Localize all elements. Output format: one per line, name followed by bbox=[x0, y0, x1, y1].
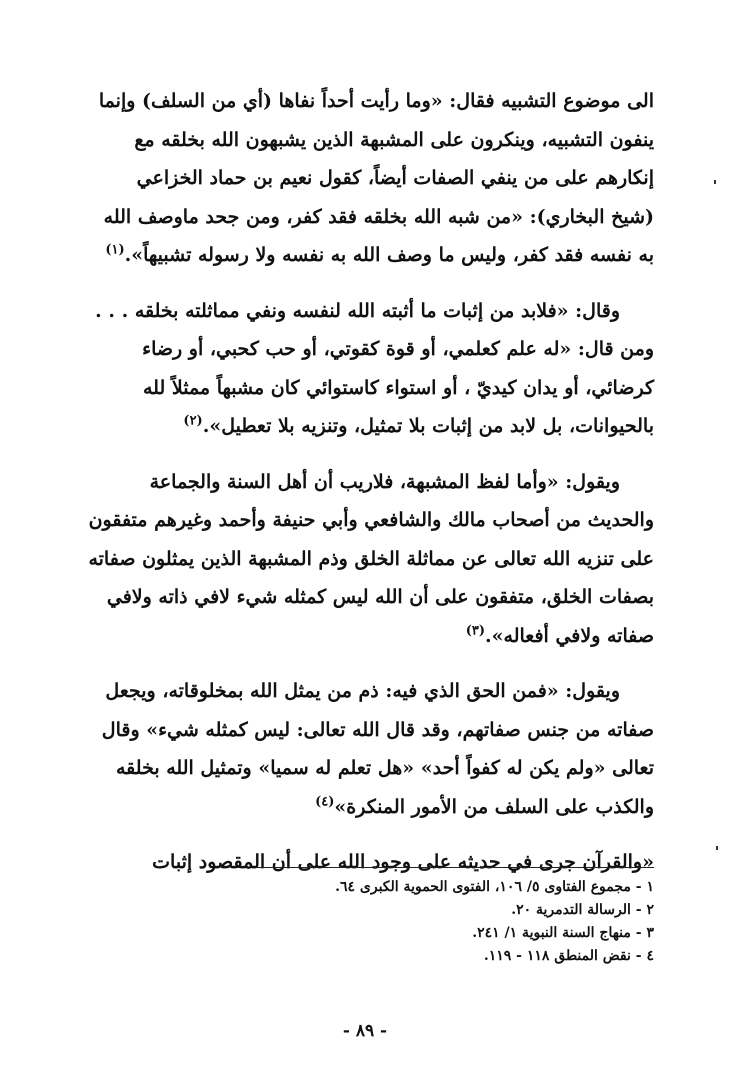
footnote-4: ٤ - نقض المنطق ١١٨ - ١١٩. bbox=[483, 948, 654, 964]
text-line-last bbox=[76, 236, 654, 275]
text-line: وقال: «فلابد من إثبات ما أثبته الله لنفسه ونفي مماثلته بخلقه . . . bbox=[95, 299, 620, 322]
text-line: ويقول: «وأما لفظ المشبهة، فلاريب أن أهل السنة والجماعة bbox=[149, 470, 620, 493]
footnotes bbox=[256, 876, 654, 968]
main-text bbox=[76, 82, 654, 899]
text-line-content: والكذب على السلف من الأمور المنكرة» bbox=[334, 795, 654, 818]
paragraph-2 bbox=[76, 292, 654, 446]
paragraph-3 bbox=[76, 463, 654, 656]
footnote-reference: (٣) bbox=[465, 623, 486, 639]
scan-speck bbox=[714, 180, 716, 184]
footnote-reference: (٤) bbox=[315, 794, 335, 810]
scan-speck bbox=[716, 846, 718, 850]
footnote-2: ٢ - الرسالة التدمرية ٢٠. bbox=[511, 902, 654, 918]
page-number: - ٨٩ - bbox=[342, 1021, 388, 1041]
paragraph-4 bbox=[76, 672, 654, 826]
footnote-reference: (٢) bbox=[183, 413, 203, 429]
text-line: ويقول: «فمن الحق الذي فيه: ذم من يمثل الله بمخلوقاته، ويجعل bbox=[105, 680, 620, 702]
footnote-reference: (١) bbox=[105, 242, 125, 258]
text-line: كرضائي، أو يدان كيديّ ، أو استواء كاستوائي كان مشبهاً ممثلاً لله bbox=[143, 376, 654, 399]
footnote-1: ١ - مجموع الفتاوى ٥/ ١٠٦، الفتوى الحموية الكبرى ٦٤. bbox=[335, 879, 654, 895]
text-line: بصفات الخلق، متفقون على أن الله ليس كمثله شيء لافي ذاته ولافي bbox=[106, 586, 654, 608]
text-line: ينفون التشبيه، وينكرون على المشبهة الذين يشبهون الله بخلقه مع bbox=[134, 128, 654, 151]
text-line-content: بالحيوانات، بل لابد من إثبات بلا تمثيل، وتنزيه بلا تعطيل». bbox=[202, 415, 654, 437]
footnote-separator bbox=[256, 867, 654, 868]
text-line: الى موضوع التشبيه فقال: «وما رأيت أحداً نفاها (أي من السلف) وإنما bbox=[98, 90, 654, 112]
text-line: على تنزيه الله تعالى عن مماثلة الخلق وذم المشبهة الذين يمثلون صفاته bbox=[88, 547, 654, 570]
footnote-3: ٣ - منهاج السنة النبوية ١/ ٢٤١. bbox=[472, 925, 654, 941]
text-line-content: به نفسه فقد كفر، وليس ما وصف الله به نفسه ولا رسوله تشبيهاً». bbox=[124, 244, 654, 266]
text-line-last bbox=[76, 788, 654, 827]
text-line: والحديث من أصحاب مالك والشافعي وأبي حنيفة وأحمد وغيرهم متفقون bbox=[88, 509, 654, 531]
text-line: «والقرآن جرى في حديثه على وجود الله على أن المقصود إثبات bbox=[152, 851, 654, 873]
text-line-last bbox=[76, 407, 654, 446]
paragraph-1 bbox=[76, 82, 654, 275]
text-line: ومن قال: «له علم كعلمي، أو قوة كقوتي، أو حب كحبي، أو رضاء bbox=[142, 338, 654, 360]
text-line: (شيخ البخاري): «من شبه الله بخلقه فقد كفر، ومن جحد ماوصف الله bbox=[103, 205, 654, 228]
text-line: صفاته من جنس صفاتهم، وقد قال الله تعالى: ليس كمثله شيء» وقال bbox=[101, 718, 654, 741]
text-line-content: صفاته ولافي أفعاله». bbox=[485, 624, 654, 647]
text-line-last bbox=[76, 617, 654, 656]
text-line: تعالى «ولم يكن له كفواً أحد» «هل تعلم له سميا» وتمثيل الله بخلقه bbox=[115, 757, 654, 779]
text-line: إنكارهم على من ينفي الصفات أيضاً، كقول نعيم بن حماد الخزاعي bbox=[136, 167, 654, 189]
